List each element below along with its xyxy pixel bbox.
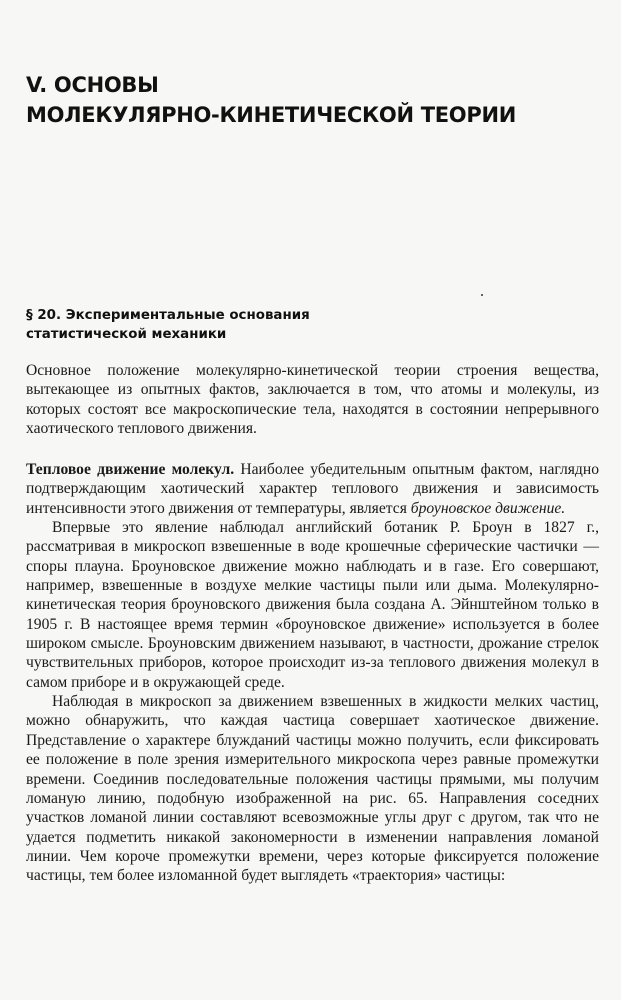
chapter-title-line-1: V. ОСНОВЫ [26, 73, 159, 97]
main-text-block [26, 460, 599, 886]
section-heading [26, 306, 586, 344]
thermal-motion-text: Наиболее убедительным опытным фактом, наглядно подтверждающим хаотический характер теплового движения и зависимость интенсивности этого движения от температуры, является [26, 461, 599, 517]
intro-paragraph [26, 361, 599, 438]
section-heading-line-1: § 20. Экспериментальные основания [26, 308, 310, 323]
run-in-heading: Тепловое движение молекул. [26, 461, 235, 478]
thermal-motion-paragraph [26, 460, 599, 518]
brownian-term: броуновское движение. [410, 499, 566, 517]
section-heading-line-2: статистической механики [26, 327, 227, 342]
chapter-title [26, 70, 606, 130]
observation-paragraph: Наблюдая в микроскоп за движением взвешенных в жидкости мелких частиц, можно обнаружить, что каждая частица совершает хаотическое движение. Представление о характере блужданий частицы можно получить, если фиксировать ее положение в поле зрения измерительного микроскопа через равные промежутки времени. Соединив последовательные положения частицы прямыми, мы получим ломаную линию, подобную изображенной на рис. 65. Направления соседних участков ломаной линии составляют всевозможные углы друг с другом, так что не удается подметить никакой закономерности в изменении направления ломаной линии. Чем короче промежутки времени, через которые фиксируется положение частицы, тем более изломанной будет выглядеть «траектория» частицы: [26, 693, 599, 885]
brownian-history-paragraph: Впервые это явление наблюдал английский ботаник Р. Броун в 1827 г., рассматривая в микроскоп взвешенные в воде крошечные сферические частички — споры плауна. Броуновское движение можно наблюдать и в газе. Его совершают, например, взвешенные в воздухе мелкие частицы пыли или дыма. Молекулярно-кинетическая теория броуновского движения была создана А. Эйнштейном только в 1905 г. В настоящее время термин «броуновское движение» используется в более широком смысле. Броуновским движением называют, в частности, дрожание стрелок чувствительных приборов, которое происходит из-за теплового движения молекул в самом приборе и в окружающей среде. [26, 519, 599, 691]
chapter-title-line-2: МОЛЕКУЛЯРНО-КИНЕТИЧЕСКОЙ ТЕОРИИ [26, 103, 516, 127]
intro-text: Основное положение молекулярно-кинетической теории строения вещества, вытекающее из опытных фактов, заключается в том, что атомы и молекулы, из которых состоят все макроскопические тела, находятся в состоянии непрерывного хаотического теплового движения. [26, 362, 599, 438]
print-speck [481, 294, 483, 296]
